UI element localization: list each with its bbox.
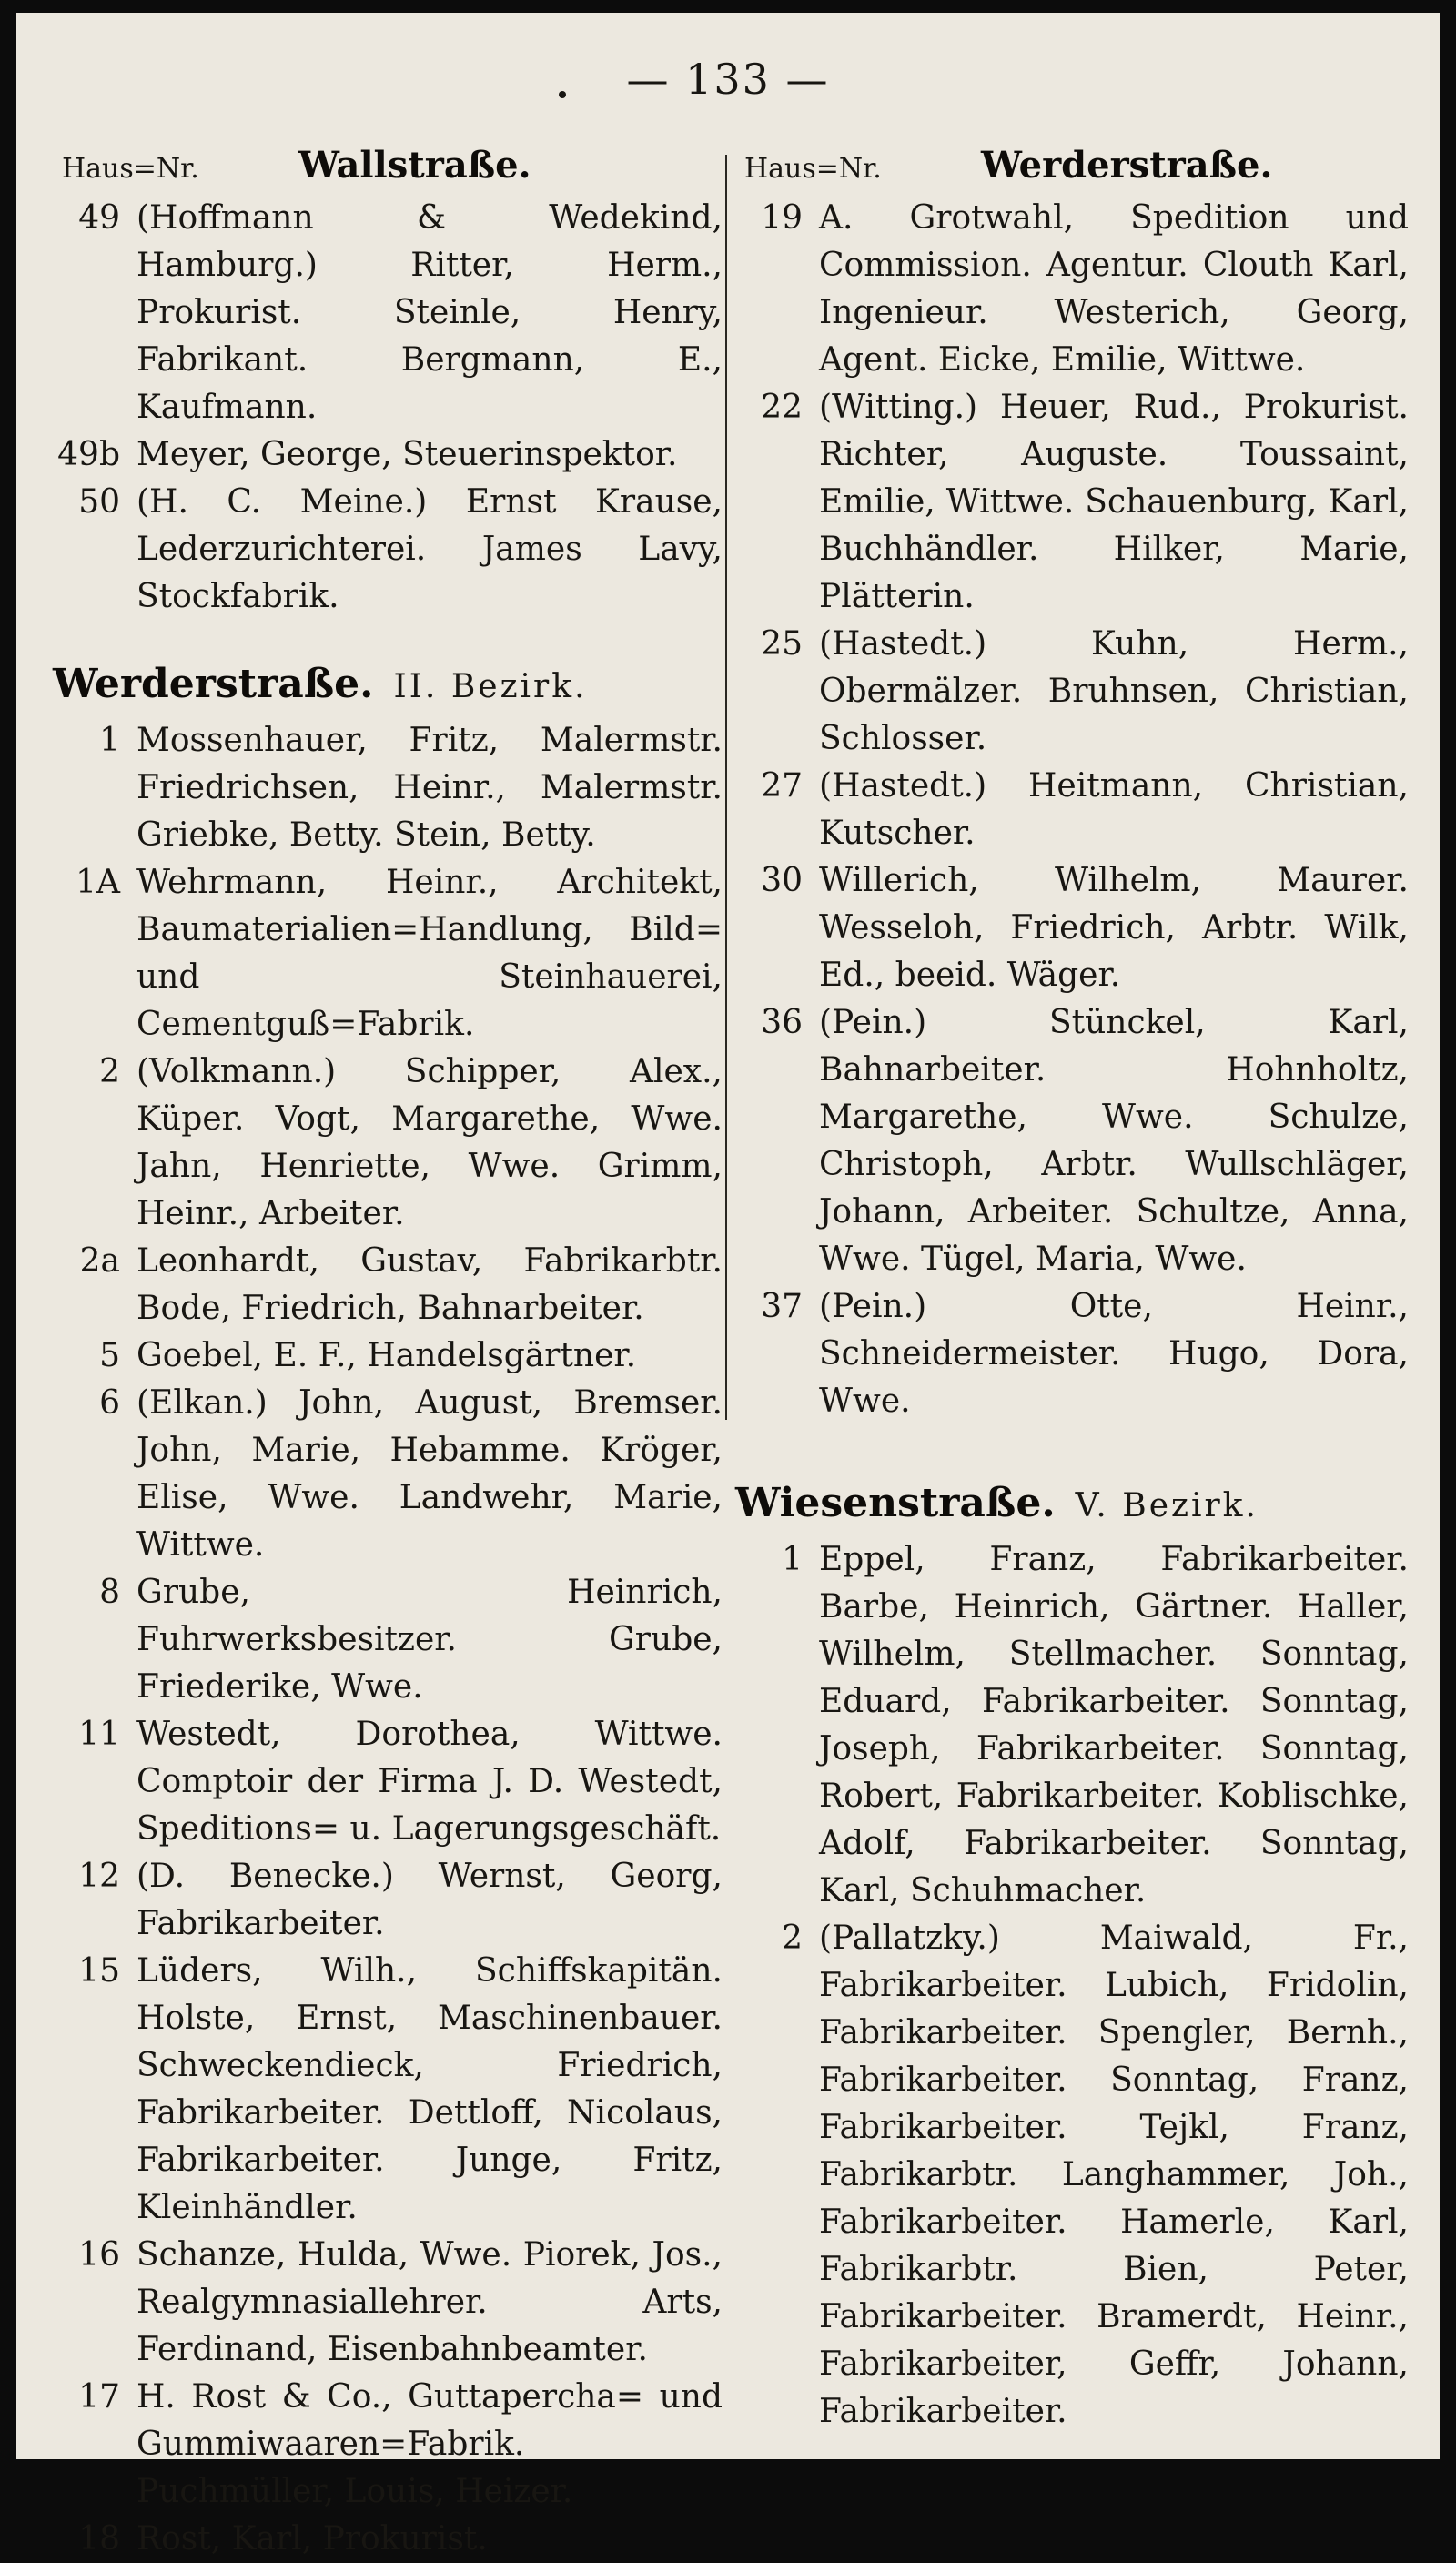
house-number: 2a [79, 1242, 120, 1280]
directory-entry [735, 999, 1409, 1283]
directory-entry [735, 1536, 1409, 1915]
house-number: 25 [761, 625, 803, 663]
directory-entry [53, 1332, 723, 1380]
entry-text: Westedt, Dorothea, Wittwe. Comptoir der Firma J. D. Westedt, Speditions= u. Lagerungsgeschäft. [136, 1716, 723, 1848]
directory-entry [735, 857, 1409, 999]
house-number: 2 [782, 1920, 803, 1957]
entry-text: (H. C. Meine.) Ernst Krause, Lederzurichterei. James Lavy, Stockfabrik. [136, 483, 723, 615]
entry-text: (Elkan.) John, August, Bremser. John, Marie, Hebamme. Kröger, Elise, Wwe. Landwehr, Marie, Wittwe. [136, 1384, 723, 1564]
directory-entry [735, 763, 1409, 857]
house-number: 15 [78, 1952, 120, 1990]
print-speck [559, 91, 566, 98]
entry-text: Schanze, Hulda, Wwe. Piorek, Jos., Realgymnasiallehrer. Arts, Ferdinand, Eisenbahnbeamter. [136, 2236, 723, 2368]
entry-text: A. Grotwahl, Spedition und Commission. Agentur. Clouth Karl, Ingenieur. Westerich, Georg, Agent. Eicke, Emilie, Wittwe. [819, 199, 1409, 379]
entry-text: (Hoffmann & Wedekind, Hamburg.) Ritter, Herm., Prokurist. Steinle, Henry, Fabrikant. Bergmann, E., Kaufmann. [136, 199, 723, 426]
house-number: 8 [99, 1574, 120, 1611]
street-entries-wallstrasse [53, 195, 723, 621]
entry-text: Goebel, E. F., Handelsgärtner. [136, 1337, 637, 1374]
entry-text: Eppel, Franz, Fabrikarbeiter. Barbe, Heinrich, Gärtner. Haller, Wilhelm, Stellmacher. Sonntag, Eduard, Fabrikarbeiter. Sonntag, Joseph, Fabrikarbeiter. Sonntag, Robert, Fabrikarbeiter. Koblischke, Adolf, Fabrikarbeiter. Sonntag, Karl, Schuhmacher. [819, 1541, 1409, 1910]
directory-entry [53, 1853, 723, 1948]
entry-text: Rost, Karl, Prokurist. [136, 2520, 488, 2558]
section-heading [53, 661, 723, 717]
column-divider [725, 155, 727, 1420]
section-heading [735, 1480, 1409, 1536]
entry-text: (Pallatzky.) Maiwald, Fr., Fabrikarbeiter. Lubich, Fridolin, Fabrikarbeiter. Spengler, Bernh., Fabrikarbeiter. Sonntag, Franz, Fabrikarbeiter. Tejkl, Franz, Fabrikarbtr. Langhammer, Joh., Fabrikarbeiter. Hamerle, Karl, Fabrikarbtr. Bien, Peter, Fabrikarbeiter. Bramerdt, Heinr., Fabrikarbeiter, Geffr, Johann, Fabrikarbeiter. [819, 1920, 1409, 2430]
directory-entry [53, 2516, 723, 2563]
page-number: — 133 — [626, 55, 830, 104]
directory-entry [735, 1915, 1409, 2436]
house-number: 1 [99, 722, 120, 759]
directory-entry [53, 717, 723, 859]
left-column-header [53, 144, 723, 195]
street-heading: Wallstraße. [298, 144, 531, 187]
directory-entry [53, 2374, 723, 2516]
directory-entry [53, 859, 723, 1048]
house-number: 11 [78, 1716, 120, 1753]
entry-text: Mossenhauer, Fritz, Malermstr. Friedrichsen, Heinr., Malermstr. Griebke, Betty. Stein, Betty. [136, 722, 723, 854]
section-district: II. Bezirk. [393, 668, 588, 705]
entry-text: (Volkmann.) Schipper, Alex., Küper. Vogt, Margarethe, Wwe. Jahn, Henriette, Wwe. Grimm, Heinr., Arbeiter. [136, 1053, 723, 1232]
spacer [735, 1425, 1409, 1480]
house-number: 5 [99, 1337, 120, 1374]
entry-text: Leonhardt, Gustav, Fabrikarbtr. Bode, Friedrich, Bahnarbeiter. [136, 1242, 723, 1327]
directory-entry [53, 1380, 723, 1569]
house-number: 37 [761, 1288, 803, 1325]
directory-entry [53, 1711, 723, 1853]
house-number: 1A [76, 864, 120, 901]
section-district: V. Bezirk. [1075, 1487, 1259, 1525]
right-column-header [735, 144, 1409, 195]
directory-entry [735, 621, 1409, 763]
entry-text: Lüders, Wilh., Schiffskapitän. Holste, Ernst, Maschinenbauer. Schweckendieck, Friedrich, Fabrikarbeiter. Dettloff, Nicolaus, Fabrikarbeiter. Junge, Fritz, Kleinhändler. [136, 1952, 723, 2226]
house-number: 27 [761, 767, 803, 805]
entry-text: (Hastedt.) Heitmann, Christian, Kutscher. [819, 767, 1409, 852]
entry-text: Meyer, George, Steuerinspektor. [136, 436, 678, 473]
directory-entry [735, 1283, 1409, 1425]
directory-entry [53, 431, 723, 479]
house-number: 49 [78, 199, 120, 237]
house-number: 12 [78, 1858, 120, 1895]
entry-text: Grube, Heinrich, Fuhrwerksbesitzer. Grube, Friederike, Wwe. [136, 1574, 723, 1706]
entry-text: (Pein.) Otte, Heinr., Schneidermeister. Hugo, Dora, Wwe. [819, 1288, 1409, 1420]
street-entries-werderstrasse [53, 717, 723, 2563]
house-number: 36 [761, 1004, 803, 1041]
house-number: 18 [78, 2520, 120, 2558]
house-number: 17 [78, 2378, 120, 2416]
right-column [735, 144, 1409, 2436]
entry-text: Wehrmann, Heinr., Architekt, Baumaterialien=Handlung, Bild= und Steinhauerei, Cementguß=Fabrik. [136, 864, 723, 1043]
entry-text: Willerich, Wilhelm, Maurer. Wesseloh, Friedrich, Arbtr. Wilk, Ed., beeid. Wäger. [819, 862, 1409, 994]
left-column [53, 144, 723, 2563]
house-number: 6 [99, 1384, 120, 1422]
entry-text: H. Rost & Co., Guttapercha= und Gummiwaaren=Fabrik. Puchmüller, Louis, Heizer. [136, 2378, 723, 2510]
house-number: 1 [782, 1541, 803, 1578]
house-number: 50 [78, 483, 120, 521]
directory-entry [735, 384, 1409, 621]
directory-entry [53, 479, 723, 621]
street-entries-wiesenstrasse [735, 1536, 1409, 2436]
section-street: Wiesenstraße. [735, 1480, 1056, 1526]
directory-entry [53, 195, 723, 431]
house-number: 16 [78, 2236, 120, 2274]
directory-entry [53, 1569, 723, 1711]
street-heading: Werderstraße. [981, 144, 1273, 187]
house-number: 49b [57, 436, 120, 473]
directory-entry [53, 1948, 723, 2232]
house-number-label: Haus=Nr. [62, 153, 199, 185]
section-street: Werderstraße. [53, 661, 374, 707]
house-number: 19 [761, 199, 803, 237]
directory-entry [53, 2232, 723, 2374]
directory-entry [53, 1238, 723, 1332]
street-entries-werderstrasse-cont [735, 195, 1409, 1425]
directory-entry [735, 195, 1409, 384]
entry-text: (Witting.) Heuer, Rud., Prokurist. Richter, Auguste. Toussaint, Emilie, Wittwe. Schauenburg, Karl, Buchhändler. Hilker, Marie, Plätterin. [819, 389, 1409, 615]
entry-text: (D. Benecke.) Wernst, Georg, Fabrikarbeiter. [136, 1858, 723, 1942]
entry-text: (Hastedt.) Kuhn, Herm., Obermälzer. Bruhnsen, Christian, Schlosser. [819, 625, 1409, 757]
house-number-label: Haus=Nr. [744, 153, 882, 185]
house-number: 30 [761, 862, 803, 899]
house-number: 22 [761, 389, 803, 426]
entry-text: (Pein.) Stünckel, Karl, Bahnarbeiter. Hohnholtz, Margarethe, Wwe. Schulze, Christoph, Arbtr. Wullschläger, Johann, Arbeiter. Schultze, Anna, Wwe. Tügel, Maria, Wwe. [819, 1004, 1409, 1278]
house-number: 2 [99, 1053, 120, 1090]
directory-entry [53, 1048, 723, 1238]
